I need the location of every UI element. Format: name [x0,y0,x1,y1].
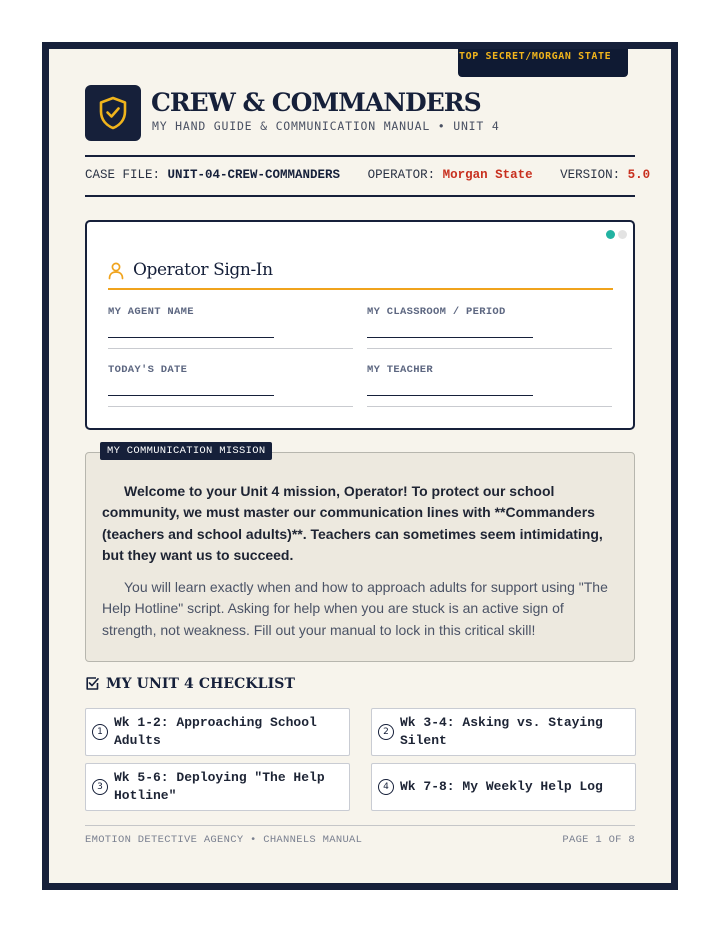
case-file-bar [85,168,651,182]
page-subtitle: MY HAND GUIDE & COMMUNICATION MANUAL • UNIT 4 [152,119,500,133]
mission-body-paragraph: You will learn exactly when and how to approach adults for support using "The Help Hotline" script. Asking for help when you are stuck is an active sign of strength, not weakness. Fill out your manual to lock in this critical skill! [102,579,608,638]
checklist-item[interactable] [371,708,636,756]
checklist-item-text: Wk 5-6: Deploying "The Help Hotline" [114,770,325,803]
teacher-field[interactable] [367,395,533,396]
step-number-3: 3 [92,779,108,795]
agent-name-underline [108,348,353,349]
header-divider-bottom [85,195,635,197]
checklist-title: MY UNIT 4 CHECKLIST [106,676,295,692]
checklist-item-text: Wk 7-8: My Weekly Help Log [400,779,603,794]
agent-name-label: MY AGENT NAME [108,306,194,318]
version-label: VERSION: [560,168,621,182]
version-value: 5.0 [627,168,651,182]
shield-check-logo [85,85,141,141]
mission-tag: MY COMMUNICATION MISSION [100,442,272,460]
operator-sign-in-card [85,220,635,430]
user-icon [108,262,124,280]
page-title: CREW & COMMANDERS [151,88,481,117]
footer-agency: EMOTION DETECTIVE AGENCY • CHANNELS MANUAL [85,834,363,846]
status-dot-active [606,230,615,239]
step-number-2: 2 [378,724,394,740]
classroom-period-field[interactable] [367,337,533,338]
checklist-item[interactable] [85,708,350,756]
todays-date-field[interactable] [108,395,274,396]
checklist-item-text: Wk 1-2: Approaching School Adults [114,715,317,748]
footer-page-number: PAGE 1 OF 8 [562,834,635,846]
classroom-period-underline [367,348,612,349]
step-number-4: 4 [378,779,394,795]
shield-check-icon [98,96,128,130]
case-file-label: CASE FILE: [85,168,161,182]
checklist-item-text: Wk 3-4: Asking vs. Staying Silent [400,715,603,748]
teacher-underline [367,406,612,407]
case-file-value: UNIT-04-CREW-COMMANDERS [167,168,341,182]
checklist-item[interactable] [85,763,350,811]
classroom-period-label: MY CLASSROOM / PERIOD [367,306,506,318]
todays-date-label: TODAY'S DATE [108,364,188,376]
operator-label: OPERATOR: [367,168,436,182]
agent-name-field[interactable] [108,337,274,338]
checklist-icon [85,676,99,691]
header-divider-top [85,155,635,157]
footer-divider [85,825,635,826]
teacher-label: MY TEACHER [367,364,434,376]
mission-intro-paragraph: Welcome to your Unit 4 mission, Operator! To protect our school community, we must master our communication lines with **Commanders (teachers and school adults)**. Teachers can sometimes seem intimidating, but they want us to succeed. [102,483,603,563]
sign-in-title: Operator Sign-In [133,260,273,280]
classification-stamp: TOP SECRET/MORGAN STATE [458,49,628,77]
operator-value: Morgan State [442,168,533,182]
status-dot-inactive [618,230,627,239]
checklist-item[interactable] [371,763,636,811]
sign-in-header [108,260,613,290]
todays-date-underline [108,406,353,407]
step-number-1: 1 [92,724,108,740]
